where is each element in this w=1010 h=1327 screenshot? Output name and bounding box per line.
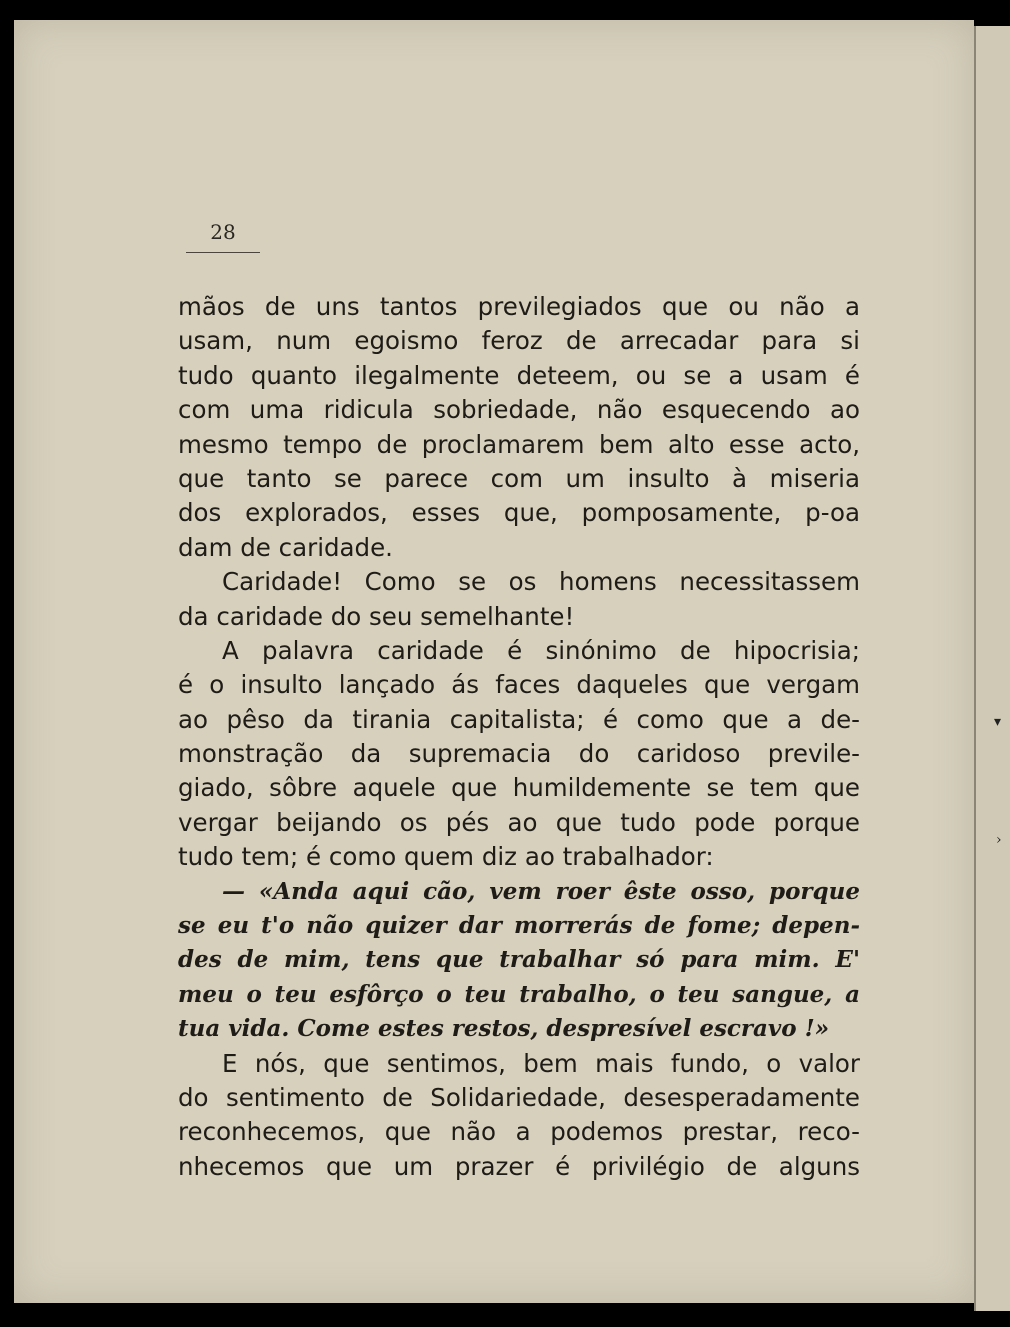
text-line: da caridade do seu semelhante! <box>178 601 575 631</box>
text-line: E nós, que sentimos, bem mais fundo, o valor <box>222 1048 860 1078</box>
bleed-mark: › <box>996 832 1002 848</box>
text-line: com uma ridicula sobriedade, não esquecendo ao <box>178 395 860 425</box>
quote-line: — «Anda aqui cão, vem roer êste osso, porque <box>222 877 860 905</box>
text-line: usam, num egoismo feroz de arrecadar para si <box>178 326 860 356</box>
text-line: é o insulto lançado ás faces daqueles que vergam <box>178 670 860 700</box>
text-line: monstração da supremacia do caridoso previle- <box>178 739 860 769</box>
text-line: Caridade! Como se os homens necessitassem <box>222 567 860 597</box>
bleed-mark: ▾ <box>994 714 1002 730</box>
text-line: dam de caridade. <box>178 532 393 562</box>
text-line: giado, sôbre aquele que humildemente se tem que <box>178 773 860 803</box>
quote-line: se eu t'o não quizer dar morrerás de fome; depen- <box>178 912 860 940</box>
page-number: 28 <box>186 220 260 253</box>
quote-line: tua vida. Come estes restos, despresível escravo !» <box>178 1015 830 1043</box>
text-line: dos explorados, esses que, pomposamente, p-oa <box>178 498 860 528</box>
body-text <box>178 290 860 1184</box>
text-line: que tanto se parece com um insulto à miseria <box>178 463 860 493</box>
quote-line: des de mim, tens que trabalhar só para mim. E' <box>178 946 860 974</box>
text-line: tudo tem; é como quem diz ao trabalhador: <box>178 842 714 872</box>
text-line: reconhecemos, que não a podemos prestar, reco- <box>178 1117 860 1147</box>
text-line: tudo quanto ilegalmente deteem, ou se a usam é <box>178 360 860 390</box>
text-line: nhecemos que um prazer é privilégio de alguns <box>178 1151 860 1181</box>
quote-line: meu o teu esfôrço o teu trabalho, o teu sangue, a <box>178 980 860 1008</box>
text-line: do sentimento de Solidariedade, desesperadamente <box>178 1082 860 1112</box>
adjacent-page-edge <box>974 26 1010 1311</box>
text-line: ao pêso da tirania capitalista; é como que a de- <box>178 704 860 734</box>
text-line: mesmo tempo de proclamarem bem alto esse acto, <box>178 429 860 459</box>
text-line: A palavra caridade é sinónimo de hipocrisia; <box>222 635 860 665</box>
text-line: mãos de uns tantos previlegiados que ou não a <box>178 292 860 321</box>
text-line: vergar beijando os pés ao que tudo pode porque <box>178 807 860 837</box>
book-page <box>14 20 974 1303</box>
